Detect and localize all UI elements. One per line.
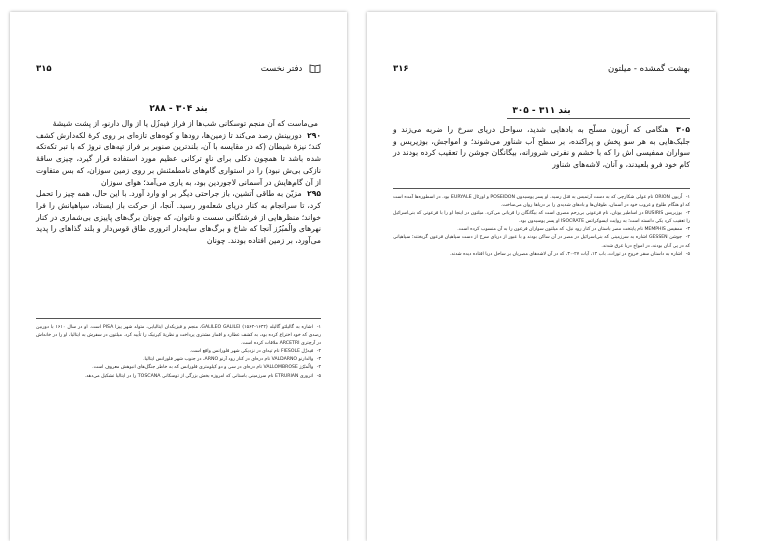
- footnote-text: اشاره به داستان سفر خروج در تورات، باب ۱۴، آیات ۲۷-۳۰، که در آن لاشه‌های مصریان بر ساحل دریا افتاده دیده شدند.: [449, 251, 683, 257]
- footnote-rest: (۱۵۶۴-۱۶۴۲)، منجم و فیزیکدان ایتالیایی، متولد شهر پیزا PISA است. او در سال ۱۶۱۰ با دوربین رصدی که خود اختراع کرده بود، به کشف عطارد و اقمار مشتری پرداخت و نظریهٔ کپرنیک را تأیید کرد. میلتون در سفرش به ایتالیا، او را در خانه‌اش در آرچتری ARCETRI ملاقات کرده است.: [36, 325, 321, 347]
- paragraph-text: دوربینش رصد می‌کند تا زمین‌ها، رودها و کوه‌های تازه‌ای بر روی کرهٔ لکه‌دارش کشف کند؛ نیزهٔ شیطان (که در مقایسه با آن، بلندترین صنوبر بر فراز تپه‌های نروژ که با تبر تکه‌تکه شده باشد تا همچون دکلی برای ناوِ ترکانی عظیم مورد استفاده قرار گیرد، چیزی ساقهٔ نازکی بی‌ش نبود) را در استواری گام‌های نامطمئنش بر روی زمین سوزان، که بس متفاوت از آن گام‌هایش در آسمانی لاجوردین بود، به یاری می‌آمد؛ هوای سوزان: [36, 130, 321, 187]
- running-title: [261, 64, 321, 74]
- running-title-text: دفتر نخست: [260, 64, 303, 74]
- paragraph-text: می‌ماست که آن منجم توسکانی شب‌ها از فراز فیه‌زُل یا از وال دارنو، از پشت شیشهٔ: [52, 119, 318, 128]
- footnote: [393, 194, 690, 210]
- paragraph-text: هنگامی که اُریون مسلّح به بادهایی شدید، سواحل دریای سرخ را ضربه می‌زند و جلبک‌هایی به هر سو پخش و پراکنده، بر سطح آب شناور می‌شوند؛ و امواجش، بوزیریس و سواران ممفیسی اش را که با خشم و نفرتی شرورانه، بیگانگان جوشن را تعقیب کرده بودند در کام خود فرو بلعیدند، و آنان، لاشه‌های شناور: [393, 125, 690, 170]
- paragraph: [36, 130, 321, 189]
- footnote: [36, 324, 321, 348]
- footnote-rest: نام سرزمینی باستانی که امروزه بخش بزرگی از توسکانی TOSCANA را در ایتالیا تشکیل می‌دهد.: [84, 373, 274, 379]
- footnote-rest: نام دره‌ای در کنار رود آرنو ARNO، در جنوب شهر فلورانس ایتالیا.: [143, 357, 271, 363]
- footnote-text: والُمبُرُز: [299, 365, 314, 371]
- footnote-number: ۴-: [316, 365, 321, 371]
- footnote-rest: نام غولی شکارچی که به دست آرتمیس به قتل رسید. او پسر پوسیدون POSEIDON و اورئال EURYALE بود. در اسطوره‌ها آمده است که او هنگام طلوع و غروب خود در آسمان، طوفان‌ها و بادهای شدیدی را بر دریاها روان می‌ساخت.: [393, 195, 690, 209]
- verse-number: ۳۰۵: [676, 125, 690, 134]
- footnote-latin: VALLOMBROSE: [263, 365, 298, 371]
- footnote-latin: ORION: [654, 195, 670, 200]
- verse-range-label: بند ۳۱۱ - ۳۰۵: [512, 106, 571, 116]
- verse-number: ۲۹۵: [307, 189, 321, 199]
- footnote-rest: نام تپه‌ای در نزدیکی شهر فلورانس واقع است.: [189, 349, 280, 355]
- footnote-rest: نام پایتخت مصر باستان در کنار رود نیل، که میلتون سواران فرعون را به آن منسوب کرده است.: [457, 227, 643, 233]
- paragraph: [36, 188, 321, 247]
- footnote-text: اشاره به گالیلئو گالیله: [269, 325, 313, 330]
- footnote: [36, 373, 321, 381]
- main-text: [393, 124, 690, 171]
- footnote-number: ۳-: [316, 357, 321, 363]
- footnote-number: ۲-: [685, 211, 690, 217]
- footnote-divider: [393, 188, 690, 189]
- footnote-number: ۴-: [685, 235, 690, 241]
- footnote-text: اتروری: [299, 373, 314, 379]
- footnote-rest: نام دره‌ای در سی و دو کیلومتری فلورانس که به خاطر جنگل‌های انبوهش معروف است.: [92, 365, 262, 371]
- footnote-latin: FIESOLE: [281, 349, 300, 355]
- running-title: بهشت گمشده - میلتون: [608, 64, 690, 74]
- footnote: [36, 356, 321, 364]
- footnote-text: بوزیریس: [664, 211, 683, 217]
- footnote: [393, 226, 690, 234]
- footnote-text: اُریون: [671, 195, 683, 200]
- footnote-text: ممفیس: [667, 227, 683, 233]
- footnote-latin: GALILEO GALILEI: [201, 325, 241, 330]
- verse-range-heading: [36, 104, 321, 114]
- footnote-number: ۱-: [316, 325, 321, 330]
- footnote: [36, 364, 321, 372]
- footnote-number: ۵-: [685, 251, 690, 257]
- footnote: [393, 251, 690, 259]
- footnote-text: جوشن: [669, 235, 683, 241]
- footnote-latin: MEMPHIS: [644, 227, 666, 233]
- footnotes: [36, 324, 321, 381]
- footnote: [36, 348, 321, 356]
- footnote: [393, 210, 690, 226]
- footnote: [393, 234, 690, 250]
- main-text: [36, 118, 321, 247]
- footnote-latin: BUSIRIS: [645, 211, 664, 217]
- verse-range-heading: [393, 106, 690, 116]
- footnote-number: ۲-: [316, 349, 321, 355]
- footnote-number: ۱-: [685, 195, 690, 200]
- footnote-number: ۳-: [685, 227, 690, 233]
- page-header: [393, 64, 690, 78]
- page-number: ۳۱۵: [36, 64, 52, 74]
- heading-rule: [507, 118, 690, 119]
- footnote-latin: GESSEN: [648, 235, 668, 241]
- footnote-text: والدارنو: [298, 357, 314, 363]
- book-icon: [309, 64, 321, 73]
- paragraph: [393, 124, 690, 171]
- footnote-text: فیه‌زُل: [301, 349, 314, 355]
- footnote-number: ۵-: [316, 373, 321, 379]
- footnote-rest: در اساطیر یونان، نام فرعونی بی‌رحم مصری است که بیگانگان را قربانی می‌کرد. میلتون در اینجا او را با فرعونی که بنی‌اسرائیل را تعقیب کرد یکی دانسته است؛ به روایت ایسوکراتس ISOCRATE او پسر پوسیدون بود.: [393, 211, 690, 225]
- page-number: ۳۱۶: [393, 64, 409, 74]
- paragraph-text: مزیّن به طاقی آتشین، باز جراحتی دیگر بر او وارد آورد. با این حال، همه چیز را تحمل کرد، تا سرانجام به کنار دریای شعله‌ور رسید. آنجا، از حرکت باز ایستاد، سپاهیانش را فرا خواند؛ منظرهایی از فرشتگانی سست و ناتوان، که چونان برگ‌های پاییزی بی‌شماری در کنار نهرهای والُمبُرُز آنجا که شاخ و برگ‌های سایه‌دار اتروری طاق قوس‌دار و بلند گذاهای را پدید می‌آورد، بر زمین افتاده بودند. چونان: [36, 189, 321, 246]
- footnote-latin: ETRURIAN: [274, 373, 299, 379]
- page-header: [36, 64, 321, 78]
- verse-number: ۲۹۰: [307, 130, 321, 140]
- verse-range-label: بند ۳۰۴ - ۲۸۸: [149, 104, 208, 114]
- footnote-divider: [36, 318, 321, 319]
- paragraph: [36, 118, 321, 130]
- right-page: [367, 12, 716, 541]
- footnote-rest: اشاره به سرزمینی که بنی‌اسرائیل در مصر در آن ساکن بودند و با عبور از دریای سرخ از دست سپاهیان فرعون گریختند؛ سپاهیانی که در پی آنان بودند، در امواج دریا غرق شدند.: [393, 235, 690, 249]
- footnotes: [393, 194, 690, 259]
- left-page: [10, 12, 347, 541]
- footnote-latin: VALDARNO: [271, 357, 298, 363]
